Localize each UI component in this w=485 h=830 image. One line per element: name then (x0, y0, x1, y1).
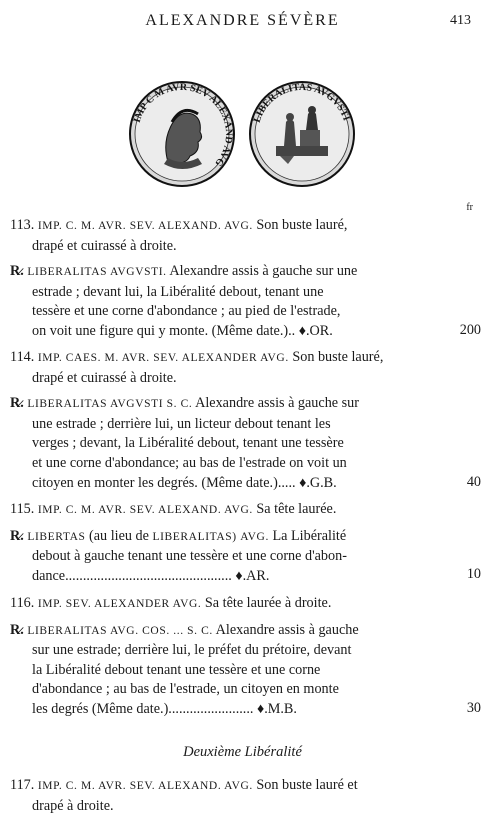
obverse-description: Sa tête laurée à droite. (204, 595, 332, 611)
page-header (0, 12, 485, 34)
reverse-legend: LIBERALITAS AVGVSTI. (27, 266, 167, 279)
entry-value: 40 (466, 474, 481, 490)
catalog-entry-117 (10, 776, 440, 816)
entry-obverse-line (10, 776, 440, 797)
reverse-description-cont: citoyen en monter les degrés. (Même date.)..... ♦.G.B. (32, 474, 337, 491)
reverse-description-cont: debout à gauche tenant une tessère et une corne d'abon- (32, 548, 347, 565)
entry-obverse-line (10, 500, 440, 521)
reverse-description-cont: une estrade ; derrière lui, un licteur debout tenant les (32, 415, 331, 432)
obverse-description: Sa tête laurée. (256, 501, 337, 517)
svg-text:LIBERALITAS AVGVSTI: LIBERALITAS AVGVSTI (251, 81, 352, 125)
obverse-description: Son buste lauré et (256, 777, 358, 793)
entry-obverse-line (10, 594, 440, 615)
entry-number: 114. (10, 349, 35, 365)
obverse-description: Son buste lauré, (256, 217, 348, 233)
obverse-legend: IMP. C. M. AVR. SEV. ALEXAND. AVG. (37, 220, 253, 232)
reverse-description-cont: et une corne d'abondance; au bas de l'estrade on voit un (32, 454, 347, 471)
value-column-label: fr (466, 202, 473, 213)
obverse-legend: IMP. SEV. ALEXANDER AVG. (37, 598, 202, 610)
reverse-description-cont: la Libéralité debout tenant une tessère et une corne (32, 661, 321, 678)
coin-illustration (128, 80, 368, 190)
reverse-mark: R̷. (10, 263, 24, 280)
entry-value: 200 (459, 322, 481, 338)
reverse-description-cont: sur une estrade; derrière lui, le préfet du prétoire, devant (32, 642, 352, 659)
reverse-legend: LIBERALITAS AVGVSTI S. C. (27, 398, 193, 411)
reverse-description-cont: tessère et une corne d'abondance ; au pied de l'estrade, (32, 303, 341, 320)
reverse-legend-alt: LIBERALITAS) (152, 530, 237, 543)
reverse-mark: R̷. (10, 527, 24, 544)
reverse-legend: LIBERALITAS AVG. COS. ... S. C. (27, 624, 213, 637)
entry-obverse-line (10, 348, 440, 369)
reverse-mark: R̷. (10, 395, 24, 412)
catalog-entry-116 (10, 594, 440, 720)
reverse-parenthetical: (au lieu de (89, 527, 149, 544)
page-number: 413 (450, 13, 471, 28)
obverse-description-cont: drapé et cuirassé à droite. (32, 369, 177, 386)
reverse-description: Alexandre assis à gauche sur (195, 395, 359, 412)
catalog-entry-115 (10, 500, 440, 586)
entry-obverse-line (10, 216, 440, 237)
reverse-description-cont: les degrés (Même date.)........................ ♦.M.B. (32, 700, 297, 717)
obverse-legend: IMP. CAES. M. AVR. SEV. ALEXANDER AVG. (37, 352, 289, 364)
obverse-legend: IMP. C. M. AVR. SEV. ALEXAND. AVG. (37, 504, 253, 516)
reverse-description: La Libéralité (272, 527, 347, 544)
reverse-legend-suffix: AVG. (240, 530, 269, 543)
entry-reverse-line (10, 262, 440, 283)
obverse-description-cont: drapé à droite. (32, 797, 114, 814)
entry-reverse-line (10, 527, 440, 548)
section-title: Deuxième Libéralité (183, 744, 302, 760)
obverse-description-cont: drapé et cuirassé à droite. (32, 237, 177, 254)
reverse-legend: LIBERTAS (27, 530, 86, 543)
reverse-description-cont: verges ; devant, la Libéralité debout, tenant une tessère (32, 435, 344, 452)
obverse-legend: IMP. C. M. AVR. SEV. ALEXAND. AVG. (37, 780, 253, 792)
reverse-description: Alexandre assis à gauche sur une (169, 263, 358, 280)
entry-number: 113. (10, 217, 35, 233)
svg-text:IMP C M AVR SEV ALEXAND AVG: IMP C M AVR SEV ALEXAND AVG (131, 81, 235, 169)
catalog-entry-114 (10, 348, 440, 493)
entry-reverse-line (10, 394, 440, 415)
reverse-description-cont: on voit une figure qui y monte. (Même date.).. ♦.OR. (32, 322, 333, 339)
reverse-description-cont: d'abondance ; au bas de l'estrade, un citoyen en monte (32, 681, 339, 698)
coin-obverse-image (128, 80, 236, 188)
entry-value: 10 (466, 566, 481, 582)
entry-value: 30 (466, 700, 481, 716)
coin-reverse-image (248, 80, 356, 188)
running-title: ALEXANDRE SÉVÈRE (145, 12, 340, 29)
reverse-mark: R̷. (10, 621, 24, 638)
reverse-description: Alexandre assis à gauche (215, 621, 359, 638)
entry-number: 116. (10, 595, 35, 611)
catalog-entry-113 (10, 216, 440, 342)
reverse-description-cont: estrade ; devant lui, la Libéralité debout, tenant une (32, 283, 324, 300)
entry-number: 115. (10, 501, 35, 517)
entry-number: 117. (10, 777, 35, 793)
obverse-description: Son buste lauré, (292, 349, 384, 365)
reverse-description-cont: dance............................................... ♦.AR. (32, 567, 270, 584)
entry-reverse-line (10, 621, 440, 642)
